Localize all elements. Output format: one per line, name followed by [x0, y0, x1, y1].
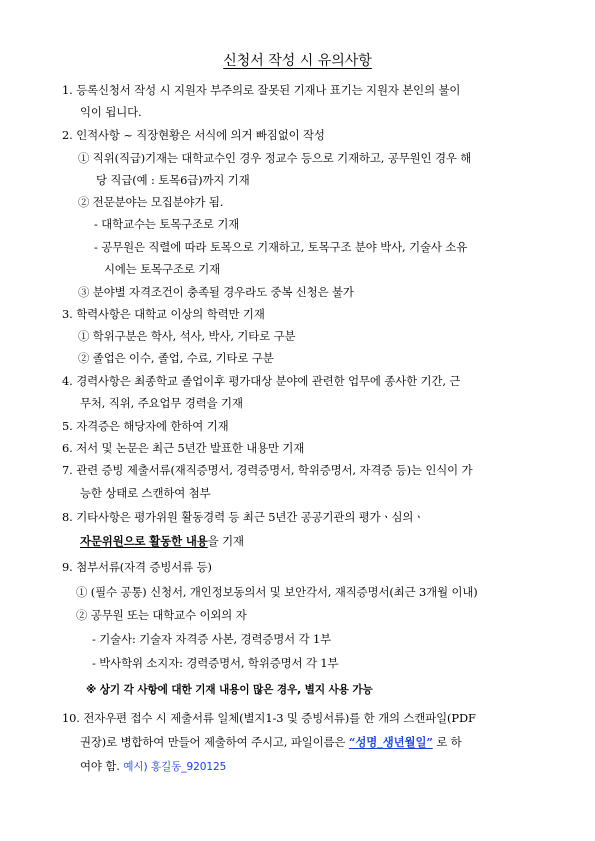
item-9-2-a: - 기술사: 기술자 자격증 사본, 경력증명서 각 1부 [92, 632, 332, 646]
item-3: 3. 학력사항은 대학교 이상의 학력만 기재 [62, 307, 265, 321]
item-10-line-3 [80, 758, 226, 775]
item-8-line-2 [80, 533, 244, 549]
item-4-line-2: 무처, 직위, 주요업무 경력을 기재 [80, 396, 243, 410]
item-9: 9. 첨부서류(자격 증빙서류 등) [62, 560, 212, 574]
item-3-1: ① 학위구분은 학사, 석사, 박사, 기타로 구분 [78, 329, 296, 343]
item-2-2-b-line-1: - 공무원은 직렬에 따라 토목으로 기재하고, 토목구조 분야 박사, 기술사 소유 [94, 240, 468, 254]
item-7-line-2: 능한 상태로 스캔하여 첨부 [80, 486, 211, 500]
filename-format-highlight: “성명_생년월일” [348, 735, 433, 749]
item-9-1: ① (필수 공통) 신청서, 개인정보동의서 및 보안각서, 재직증명서(최근 3개월 이내) [76, 585, 478, 599]
item-6: 6. 저서 및 논문은 최근 5년간 발표한 내용만 기재 [62, 441, 305, 455]
item-2-2: ② 전문분야는 모집분야가 됨. [78, 195, 224, 209]
item-8-emphasis: 자문위원으로 활동한 내용 [80, 534, 208, 548]
note-line: ※ 상기 각 사항에 대한 기재 내용이 많은 경우, 별지 사용 가능 [86, 684, 373, 696]
item-4-line-1: 4. 경력사항은 최종학교 졸업이후 평가대상 분야에 관련한 업무에 종사한 기간, 근 [62, 374, 461, 388]
item-2-1-line-1: ① 직위(직급)기재는 대학교수인 경우 정교수 등으로 기재하고, 공무원인 경우 해 [78, 151, 472, 165]
item-10-line-2 [80, 734, 462, 750]
item-8-line-1: 8. 기타사항은 평가위원 활동경력 등 최근 5년간 공공기관의 평가ㆍ심의ㆍ [62, 510, 425, 524]
item-10-text: 권장)로 병합하여 만들어 제출하여 주시고, 파일이름은 [80, 735, 349, 749]
item-10-line-1: 10. 전자우편 접수 시 제출서류 일체(별지1-3 및 증빙서류)를 한 개의 스캔파일(PDF [62, 711, 476, 725]
item-1-line-2: 익이 됩니다. [80, 105, 142, 119]
item-2-2-b-line-2: 시에는 토목구조로 기재 [104, 262, 221, 276]
item-9-2: ② 공무원 또는 대학교수 이외의 자 [76, 608, 247, 622]
item-2-2-a: - 대학교수는 토목구조로 기재 [94, 217, 240, 231]
item-8-rest: 을 기재 [207, 534, 244, 548]
item-2-1-line-2: 당 직급(예 : 토목6급)까지 기재 [96, 173, 250, 187]
filename-example: 예시) 홍길동_920125 [123, 761, 227, 773]
item-2: 2. 인적사항 ~ 직장현황은 서식에 의거 빠짐없이 작성 [62, 128, 325, 142]
item-7-line-1: 7. 관련 증빙 제출서류(재직증명서, 경력증명서, 학위증명서, 자격증 등)는 인식이 가 [62, 463, 473, 477]
item-2-3: ③ 분야별 자격조건이 충족될 경우라도 중복 신청은 불가 [78, 285, 354, 299]
item-10-text-end: 로 하 [432, 735, 462, 749]
item-10-text-final: 여야 함. [80, 759, 124, 773]
item-3-2: ② 졸업은 이수, 졸업, 수료, 기타로 구분 [78, 351, 274, 365]
page-title: 신청서 작성 시 유의사항 [223, 53, 372, 69]
item-1-line-1: 1. 등록신청서 작성 시 지원자 부주의로 잘못된 기재나 표기는 지원자 본인의 불이 [62, 83, 461, 97]
item-5: 5. 자격증은 해당자에 한하여 기재 [62, 419, 229, 433]
item-9-2-b: - 박사학위 소지자: 경력증명서, 학위증명서 각 1부 [92, 656, 339, 670]
